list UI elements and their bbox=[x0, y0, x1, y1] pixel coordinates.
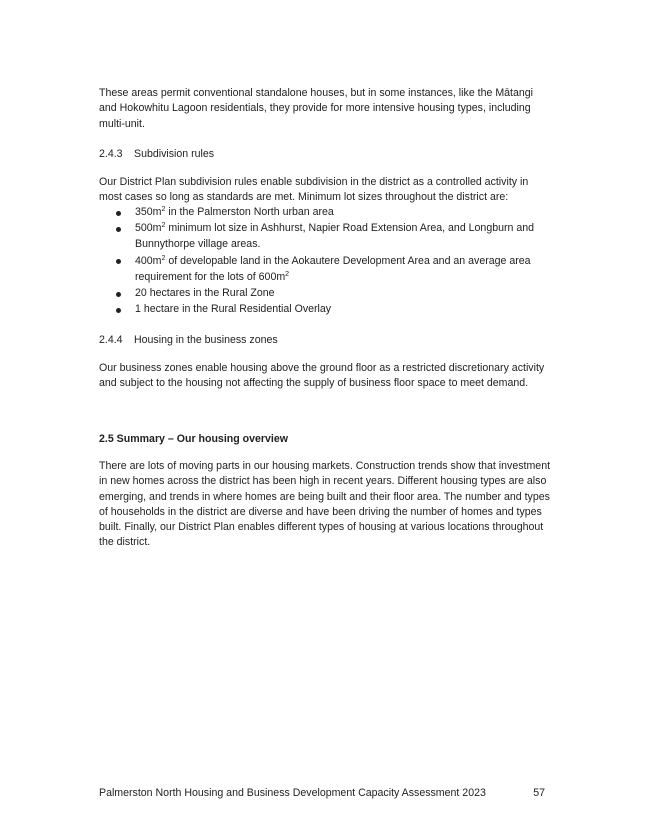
list-item bbox=[99, 205, 551, 221]
list-item bbox=[99, 221, 551, 253]
list-item-text: 20 hectares in the Rural Zone bbox=[135, 287, 275, 300]
bullet-icon bbox=[116, 259, 121, 264]
summary-heading: 2.5 Summary – Our housing overview bbox=[99, 433, 288, 445]
subdivision-heading bbox=[99, 147, 551, 162]
page-number: 57 bbox=[533, 787, 545, 799]
business-section-number: 2.4.4 bbox=[99, 334, 123, 346]
document-page bbox=[99, 0, 551, 835]
lot-size-list bbox=[99, 205, 551, 319]
bullet-icon bbox=[116, 211, 121, 216]
list-item-text: 1 hectare in the Rural Residential Overlay bbox=[135, 303, 332, 316]
list-item-text: minimum lot size in Ashhurst, Napier Road Extension Area, and Longburn and Bunnythorpe village areas. bbox=[135, 222, 535, 251]
superscript: 2 bbox=[161, 206, 166, 213]
superscript: 2 bbox=[161, 222, 166, 230]
business-heading bbox=[99, 333, 551, 348]
summary-paragraph: There are lots of moving parts in our housing markets. Construction trends show that investment in new homes across the district has been high in recent years. Different housing types are also emerging, and trends in where homes are being built and their floor area. The number and types of households in the district are diverse and have been driving the number of homes and types built. Finally, our District Plan enables different types of housing at various locations throughout the district. bbox=[99, 460, 551, 549]
bullet-icon bbox=[116, 292, 121, 297]
list-item bbox=[99, 254, 551, 286]
list-item bbox=[99, 302, 551, 318]
superscript: 2 bbox=[161, 254, 166, 262]
business-paragraph: Our business zones enable housing above the ground floor as a restricted discretionary activity and subject to the housing not affecting the supply of business floor space to meet demand. bbox=[99, 362, 545, 390]
list-item-text: 500m bbox=[135, 222, 162, 235]
subdivision-paragraph: Our District Plan subdivision rules enable subdivision in the district as a controlled activity in most cases so long as standards are met. Minimum lot sizes throughout the district are: bbox=[99, 176, 529, 204]
business-section-title: Housing in the business zones bbox=[134, 334, 278, 346]
footer-title: Palmerston North Housing and Business Development Capacity Assessment 2023 bbox=[99, 787, 486, 799]
subdivision-section-title: Subdivision rules bbox=[134, 148, 215, 160]
list-item-text: 350m bbox=[135, 206, 162, 218]
page-footer bbox=[99, 786, 545, 800]
list-item-text: in the Palmerston North urban area bbox=[165, 206, 334, 218]
list-item-text: 400m bbox=[135, 254, 162, 267]
list-item-text: of developable land in the Aokautere Development Area and an average area requirement for the lots of 600m bbox=[135, 254, 531, 283]
superscript: 2 bbox=[285, 270, 290, 278]
list-item bbox=[99, 286, 551, 302]
bullet-icon bbox=[116, 227, 121, 232]
subdivision-section-number: 2.4.3 bbox=[99, 148, 123, 160]
bullet-icon bbox=[116, 308, 121, 313]
intro-paragraph: These areas permit conventional standalone houses, but in some instances, like the Mātangi and Hokowhitu Lagoon residentials, they provide for more intensive housing types, including multi-unit. bbox=[99, 87, 534, 130]
